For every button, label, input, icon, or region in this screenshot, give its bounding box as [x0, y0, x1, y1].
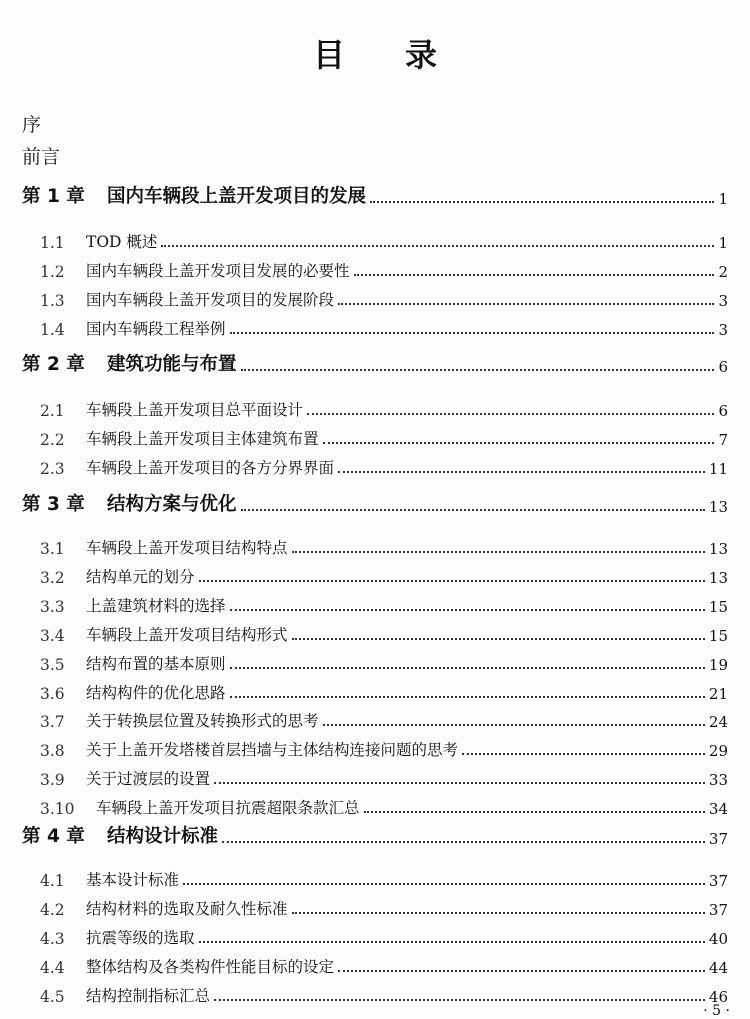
- leader-dots: [199, 579, 705, 582]
- section-number: 3.9: [40, 771, 65, 790]
- leader-dots: [292, 550, 705, 553]
- section-title: 国内车辆段上盖开发项目的发展阶段: [86, 290, 335, 309]
- section-number: 1.4: [40, 320, 65, 339]
- section-title: 车辆段上盖开发项目的各方分界界面: [86, 458, 335, 477]
- front-matter-preface[interactable]: 序: [22, 114, 42, 136]
- toc-section-3-7[interactable]: [40, 705, 728, 731]
- leader-dots: [230, 608, 705, 611]
- toc-section-4-4[interactable]: [40, 951, 728, 977]
- section-number: 3.6: [40, 684, 65, 703]
- toc-section-1-1[interactable]: [40, 226, 728, 252]
- section-page: 3: [718, 291, 728, 310]
- leader-dots: [370, 200, 714, 203]
- section-page: 15: [708, 597, 728, 616]
- section-title: 车辆段上盖开发项目抗震超限条款汇总: [96, 799, 360, 818]
- toc-section-3-6[interactable]: [40, 677, 728, 703]
- section-page: 3: [718, 320, 728, 339]
- section-number: 3.4: [40, 626, 65, 645]
- toc-section-3-8[interactable]: [40, 734, 728, 760]
- leader-dots: [230, 331, 715, 334]
- leader-dots: [241, 508, 705, 511]
- section-number: 2.2: [40, 430, 65, 449]
- section-title: 车辆段上盖开发项目主体建筑布置: [86, 429, 319, 448]
- section-title: 关于转换层位置及转换形式的思考: [86, 712, 319, 731]
- section-page: 37: [708, 872, 728, 890]
- chapter-page: 1: [718, 190, 728, 208]
- front-matter-foreword[interactable]: 前言: [22, 146, 61, 168]
- section-title: 基本设计标准: [86, 871, 180, 889]
- section-title: 抗震等级的选取: [86, 928, 195, 947]
- leader-dots: [307, 412, 714, 415]
- section-title: 关于过渡层的设置: [86, 770, 211, 789]
- section-number: 4.3: [40, 929, 65, 948]
- section-number: 2.3: [40, 459, 65, 478]
- toc-section-3-5[interactable]: [40, 648, 728, 674]
- toc-section-3-3[interactable]: [40, 590, 728, 616]
- leader-dots: [354, 273, 715, 276]
- section-page: 7: [718, 430, 728, 449]
- section-title: TOD 概述: [86, 233, 158, 251]
- title-char-2: 录: [405, 36, 438, 74]
- section-number: 3.5: [40, 655, 65, 674]
- leader-dots: [364, 810, 705, 813]
- section-title: 结构单元的划分: [86, 567, 195, 586]
- section-page: 11: [708, 459, 728, 478]
- section-page: 15: [708, 626, 728, 645]
- section-title: 车辆段上盖开发项目总平面设计: [86, 401, 304, 419]
- section-page: 6: [718, 402, 728, 420]
- toc-section-3-10[interactable]: [40, 792, 728, 818]
- leader-dots: [230, 695, 705, 698]
- section-number: 3.2: [40, 568, 65, 587]
- section-number: 4.1: [40, 872, 65, 890]
- leader-dots: [292, 911, 705, 914]
- toc-section-4-1[interactable]: [40, 864, 728, 890]
- leader-dots: [338, 470, 705, 473]
- section-page: 29: [708, 742, 728, 761]
- section-title: 结构布置的基本原则: [86, 654, 226, 673]
- chapter-page: 6: [718, 358, 728, 376]
- section-number: 3.1: [40, 540, 65, 558]
- chapter-number: 第 4 章: [22, 826, 85, 847]
- toc-section-4-3[interactable]: [40, 922, 728, 948]
- chapter-title: 结构设计标准: [107, 826, 219, 847]
- chapter-number: 第 3 章: [22, 494, 85, 515]
- section-title: 结构材料的选取及耐久性标准: [86, 899, 288, 918]
- toc-section-1-3[interactable]: [40, 284, 728, 310]
- section-number: 4.5: [40, 987, 65, 1006]
- toc-section-3-2[interactable]: [40, 561, 728, 587]
- section-number: 3.7: [40, 713, 65, 732]
- section-page: 2: [718, 262, 728, 281]
- section-title: 整体结构及各类构件性能目标的设定: [86, 957, 335, 976]
- section-page: 19: [708, 655, 728, 674]
- leader-dots: [462, 752, 705, 755]
- leader-dots: [323, 441, 715, 444]
- section-title: 车辆段上盖开发项目结构形式: [86, 625, 288, 644]
- section-title: 结构控制指标汇总: [86, 986, 211, 1005]
- section-page: 1: [718, 234, 728, 252]
- section-title: 结构构件的优化思路: [86, 683, 226, 702]
- section-number: 4.4: [40, 958, 65, 977]
- section-page: 40: [708, 929, 728, 948]
- section-number: 3.10: [40, 800, 75, 819]
- section-number: 1.2: [40, 262, 65, 281]
- toc-chapter-4[interactable]: [22, 822, 728, 848]
- title-char-1: 目: [312, 36, 345, 74]
- chapter-page: 37: [708, 830, 728, 848]
- toc-section-4-5[interactable]: [40, 980, 728, 1006]
- leader-dots: [214, 998, 705, 1001]
- leader-dots: [230, 666, 705, 669]
- leader-dots: [323, 723, 705, 726]
- chapter-title: 结构方案与优化: [107, 494, 237, 515]
- toc-section-2-3[interactable]: [40, 452, 728, 478]
- toc-section-3-4[interactable]: [40, 619, 728, 645]
- toc-section-3-9[interactable]: [40, 763, 728, 789]
- leader-dots: [241, 368, 715, 371]
- toc-chapter-1[interactable]: [22, 182, 728, 208]
- section-number: 1.3: [40, 291, 65, 310]
- toc-chapter-2[interactable]: [22, 350, 728, 376]
- section-page: 44: [708, 958, 728, 977]
- toc-section-3-1[interactable]: [40, 532, 728, 558]
- chapter-page: 13: [708, 498, 728, 516]
- section-page: 37: [708, 900, 728, 919]
- section-title: 国内车辆段上盖开发项目发展的必要性: [86, 261, 350, 280]
- section-page: 46: [708, 987, 728, 1006]
- section-page: 21: [708, 684, 728, 703]
- section-number: 4.2: [40, 900, 65, 919]
- section-title: 车辆段上盖开发项目结构特点: [86, 539, 288, 557]
- section-page: 13: [708, 568, 728, 587]
- toc-chapter-3[interactable]: [22, 490, 728, 516]
- leader-dots: [222, 840, 705, 843]
- chapter-number: 第 2 章: [22, 354, 85, 375]
- section-page: 34: [708, 800, 728, 819]
- toc-section-4-2[interactable]: [40, 893, 728, 919]
- section-title: 国内车辆段工程举例: [86, 319, 226, 338]
- page-number: · 5 ·: [703, 1003, 730, 1019]
- section-page: 13: [708, 540, 728, 558]
- chapter-title: 建筑功能与布置: [107, 354, 237, 375]
- section-number: 1.1: [40, 234, 65, 252]
- chapter-number: 第 1 章: [22, 186, 85, 207]
- section-title: 上盖建筑材料的选择: [86, 596, 226, 615]
- toc-section-1-2[interactable]: [40, 255, 728, 281]
- toc-section-1-4[interactable]: [40, 313, 728, 339]
- chapter-title: 国内车辆段上盖开发项目的发展: [107, 186, 367, 207]
- section-page: 33: [708, 771, 728, 790]
- section-title: 关于上盖开发塔楼首层挡墙与主体结构连接问题的思考: [86, 741, 459, 760]
- leader-dots: [183, 882, 705, 885]
- leader-dots: [214, 781, 705, 784]
- section-number: 3.8: [40, 742, 65, 761]
- section-page: 24: [708, 713, 728, 732]
- section-number: 2.1: [40, 402, 65, 420]
- leader-dots: [338, 302, 714, 305]
- leader-dots: [338, 969, 705, 972]
- leader-dots: [199, 940, 705, 943]
- toc-section-2-1[interactable]: [40, 394, 728, 420]
- leader-dots: [161, 244, 714, 247]
- section-number: 3.3: [40, 597, 65, 616]
- leader-dots: [292, 637, 705, 640]
- toc-section-2-2[interactable]: [40, 423, 728, 449]
